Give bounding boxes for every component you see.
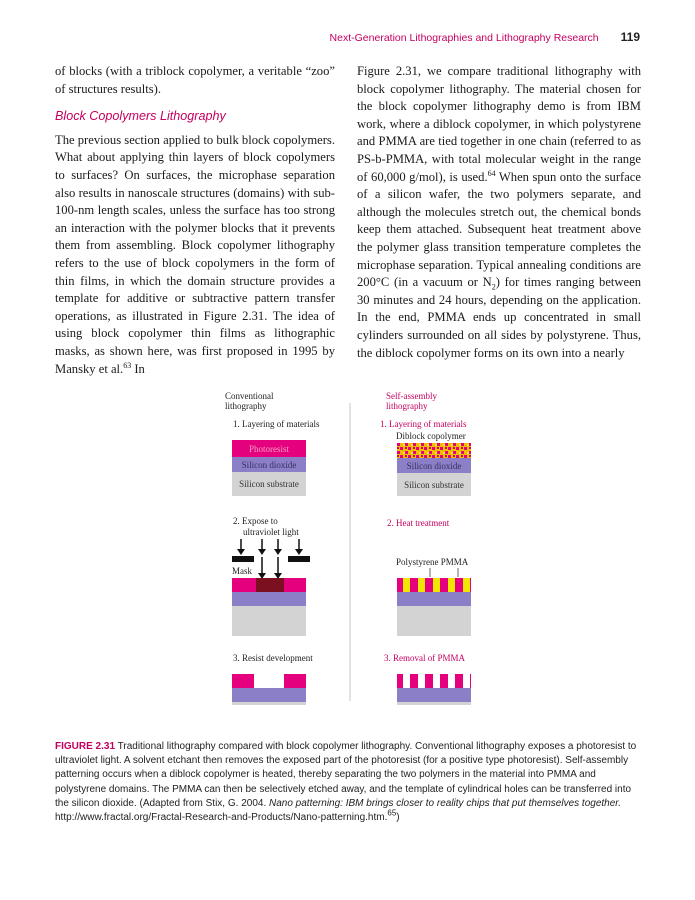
conventional-title: Conventional (225, 391, 274, 401)
caption-italic-title: Nano patterning: IBM brings closer to reality chips that put themselves together. (269, 797, 622, 809)
right-paragraph-text-a: Figure 2.31, we compare traditional lithography with block copolymer lithography. The material chosen for the block copolymer lithography demo is from IBM work, where a diblock copolymer, in which polystyrene and PMMA are tied together in one chain (referred to as PS-b-PMMA, with total molecular weight in the range of 60,000 g/mol), is used. (357, 64, 641, 184)
left-step-2-label: 2. Expose to (233, 516, 278, 526)
developed-photoresist (232, 674, 306, 688)
silicon-substrate-step3-right (397, 702, 471, 705)
silicon-dioxide-label-right: Silicon dioxide (406, 461, 462, 471)
silicon-substrate-step2-left (232, 606, 306, 636)
running-header (0, 30, 640, 44)
right-step-1-label: 1. Layering of materials (380, 419, 467, 429)
ref-63: 63 (123, 360, 132, 370)
section-heading: Block Copolymers Lithography (55, 109, 226, 124)
mask-right (288, 556, 310, 562)
mask-label: Mask (232, 566, 252, 576)
left-step-1-label: 1. Layering of materials (233, 419, 320, 429)
caption-label: FIGURE 2.31 (55, 741, 116, 752)
left-step-2-label-2: ultraviolet light (243, 527, 299, 537)
exposed-region (256, 578, 284, 592)
photoresist-label: Photoresist (248, 444, 290, 454)
right-step-2-label: 2. Heat treatment (387, 518, 450, 528)
page-number: 119 (620, 30, 640, 44)
silicon-dioxide-step3-right (397, 688, 471, 702)
polystyrene-pmma-label: Polystyrene PMMA (396, 557, 469, 567)
silicon-substrate-label-right: Silicon substrate (404, 480, 464, 490)
ref-65: 65 (387, 808, 397, 818)
silicon-dioxide-step3-left (232, 688, 306, 702)
caption-text-a: Traditional lithography compared with block copolymer lithography. Conventional lithography exposes a photoresist to ultraviolet light. A solvent etchant then removes the exposed part of the photoresist (for a positive type photoresist). Self-assembly patterning occurs when a diblock copolymer is heated, thereby separating the two polymers in the material into PMMA and polystyrene domains. The PMMA can then be selectively etched away, and the template of cylindrical holes can be transferred into the silicon dioxide. (Adapted from Stix, G. 2004. (55, 741, 637, 809)
ref-64: 64 (487, 168, 496, 178)
left-paragraph-2-text: The previous section applied to bulk block copolymers. What about applying thin layers of block copolymers to surfaces? On surfaces, the microphase separation also results in nanoscale structures (domains) with sub-100-nm length scales, unless the surface has too strong an interaction with the polymer blocks that it prevents them from assembling. Block copolymer lithography refers to the use of block copolymers in the form of thin films, in which the domain structure provides a template for additive or subtractive pattern transfer operations, as illustrated in Figure 2.31. The idea of using block copolymer thin films as lithographic masks, as shown here, was first proposed in 1995 by Mansky et al. (55, 132, 335, 376)
lithography-diagram (200, 383, 500, 705)
polystyrene-template (397, 674, 471, 688)
right-paragraph-text-b: When spun onto the surface of a silicon wafer, the two polymers separate, and although the molecules stretch out, the chemical bonds keep them attached. Subsequent heat treatment above the polymer glass transition temperature completes the microphase separation. Typical annealing conditions are 200°C (in a vacuum or N (357, 169, 641, 290)
silicon-substrate-label-left: Silicon substrate (239, 479, 299, 489)
diblock-copolymer-label: Diblock copolymer (396, 431, 466, 441)
right-paragraph-text-c: ) for times ranging between 30 minutes and 24 hours, depending on the application. In the end, PMMA ends up concentrated in small cylinders surrounded on all sides by polystyrene. Thus, the diblock copolymer forms on its own into a nearly (357, 275, 641, 360)
mask-left (232, 556, 254, 562)
left-paragraph-2 (55, 132, 335, 378)
left-paragraph-2-end: In (131, 361, 145, 376)
subscript-2: 2 (491, 282, 496, 292)
figure-2-31 (200, 383, 500, 705)
silicon-substrate-step3-left (232, 702, 306, 705)
diblock-copolymer-layer (397, 443, 471, 458)
running-title: Next-Generation Lithographies and Lithography Research (329, 32, 599, 44)
separated-copolymer-layer (397, 578, 471, 592)
silicon-dioxide-step2-right (397, 592, 471, 606)
figure-caption (55, 740, 643, 825)
self-assembly-title: Self-assembly (386, 391, 437, 401)
caption-text-b: http://www.fractal.org/Fractal-Research-and-Products/Nano-patterning.htm. (55, 812, 388, 824)
right-step-3-label: 3. Removal of PMMA (384, 653, 465, 663)
left-paragraph-1: of blocks (with a triblock copolymer, a veritable “zoo” of structures results). (55, 64, 335, 96)
caption-text-c: ) (396, 812, 400, 824)
left-step-3-label: 3. Resist development (233, 653, 313, 663)
right-paragraph (357, 63, 641, 362)
silicon-dioxide-step2-left (232, 592, 306, 606)
silicon-dioxide-label-left: Silicon dioxide (241, 460, 297, 470)
silicon-substrate-step2-right (397, 606, 471, 636)
right-column (357, 63, 641, 362)
conventional-title-2: lithography (225, 401, 267, 411)
left-column (55, 63, 335, 378)
self-assembly-title-2: lithography (386, 401, 428, 411)
